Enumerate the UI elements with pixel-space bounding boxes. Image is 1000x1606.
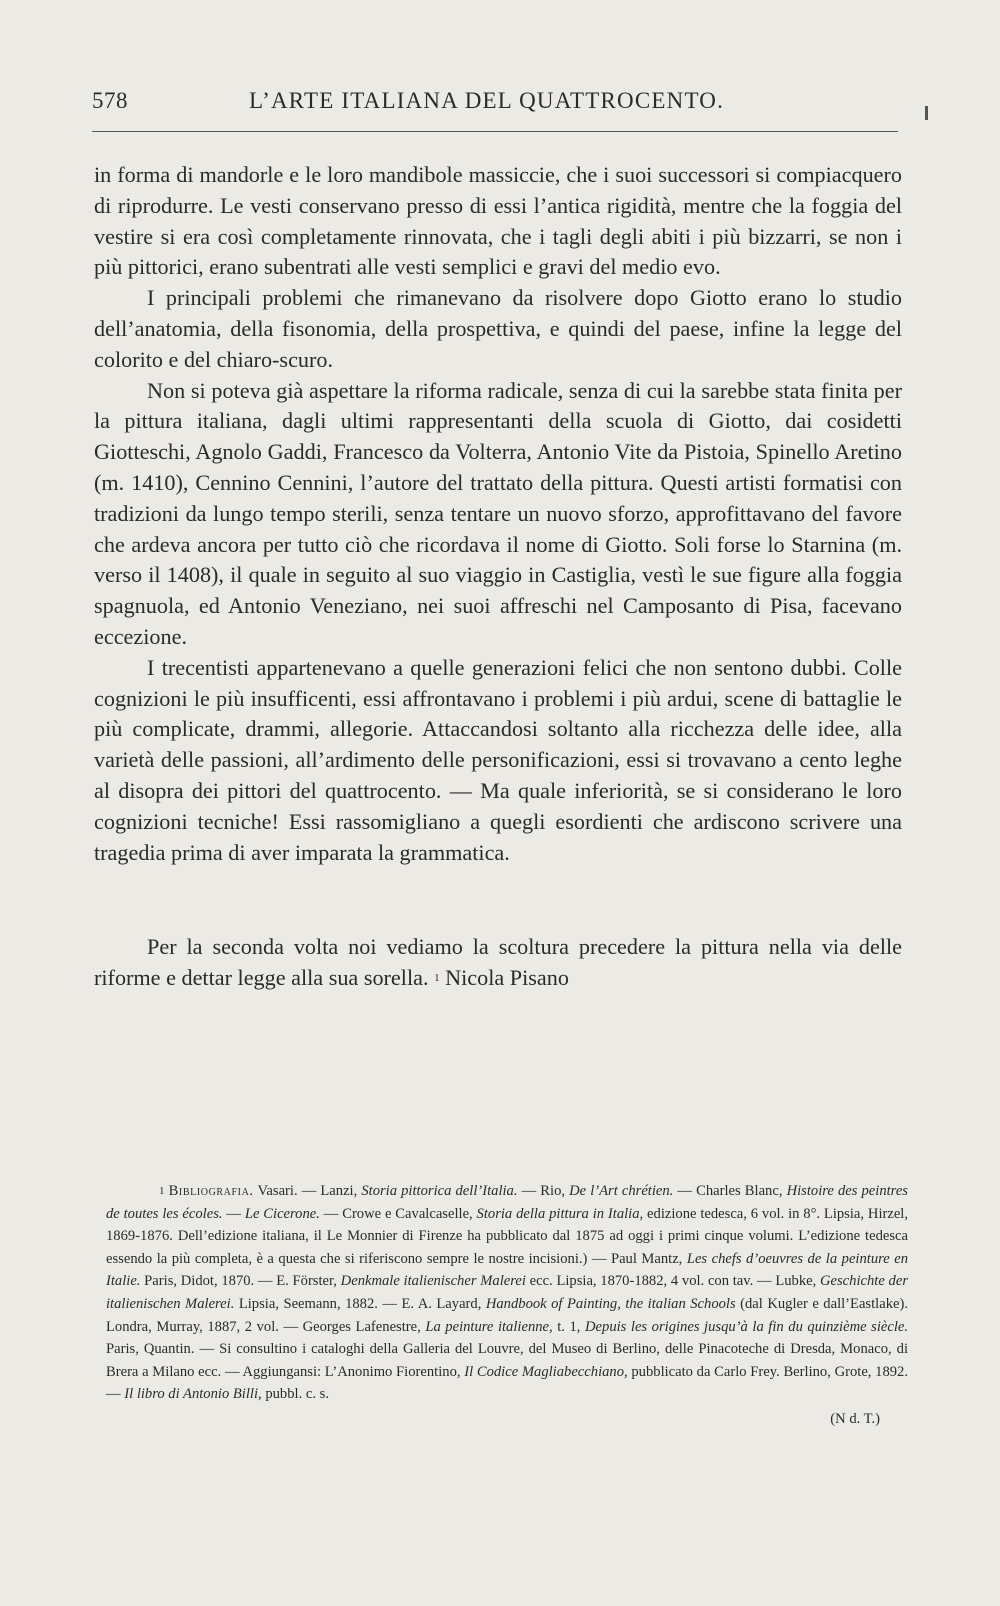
scan-artifact (925, 106, 928, 120)
fn-seg-17: Handbook of Painting, the italian Schools (485, 1295, 736, 1312)
fn-seg-13: Denkmale italienischer Malerei (340, 1273, 526, 1290)
fn-seg-16: Lipsia, Seemann, 1882. — E. A. Layard, (234, 1295, 486, 1312)
paragraph-3: Non si poteva già aspettare la riforma radicale, senza di cui la sarebbe stata finita per la pittura italiana, dagli ultimi rappresentanti della scuola di Giotto, dai cosidetti Giotteschi, Agnolo Gaddi, Francesco da Volterra, Antonio Vite da Pistoia, Spinello Aretino (m. 1410), Cennino Cennini, l’autore del trattato della pittura. Questi artisti formatisi con tradizioni da lungo tempo sterili, senza tentare un nuovo sforzo, approfittavano del favore che ardeva ancora per tutto ciò che ricordava il nome di Giotto. Soli forse lo Starnina (m. verso il 1408), il quale in seguito al suo viaggio in Castiglia, vestì le sue figure alla foggia spagnuola, ed Antonio Veneziano, nei suoi affreschi nel Camposanto di Pisa, facevano eccezione. (94, 377, 902, 649)
footnote-1 (106, 1180, 908, 1406)
fn-seg-23: Il Codice Magliabecchiano, (464, 1363, 628, 1380)
fn-seg-21: Depuis les origines jusqu’à la fin du quinzième siècle. (585, 1318, 909, 1335)
footnote-label: Bibliografia. (168, 1183, 254, 1199)
header-rule (92, 131, 898, 132)
paragraph-4: I trecentisti appartenevano a quelle generazioni felici che non sentono dubbi. Colle cognizioni le più insufficenti, essi affrontavano i problemi i più ardui, scene di battaglie le più complicate, drammi, allegorie. Attaccandosi soltanto alla ricchezza delle idee, alla varietà delle passioni, all’ardimento delle personificazioni, essi si trovavano a cento leghe al disopra dei pittori del quattrocento. — Ma quale inferiorità, se si considerano le loro cognizioni tecniche! Essi rassomigliano a quegli esordienti che ardiscono scrivere una tragedia prima di aver imparata la grammatica. (94, 654, 902, 865)
fn-seg-0: Vasari. — Lanzi, (253, 1183, 362, 1199)
paragraph-5-text: Per la seconda volta noi vediamo la scoltura precedere la pittura nella via delle riforme e dettar legge alla sua sorella. (94, 934, 902, 991)
fn-seg-9: Storia della pittura in Italia, (476, 1205, 644, 1222)
paragraph-1: in forma di mandorle e le loro mandibole massiccie, che i suoi successori si compiacquero di riprodurre. Le vesti conservano presso di essi l’antica rigidità, mentre che la foggia del vestire si era così completamente rinnovata, che i tagli degli abiti i più bizzarri, se non i più pittorici, erano subentrati alle vesti semplici e gravi del medio evo. (94, 162, 902, 280)
footnote-mark: 1 (159, 1185, 165, 1197)
fn-seg-19: La peinture italienne, (425, 1318, 553, 1335)
fn-seg-18: (dal Kugler e dall’Eastlake). Londra, Murray, 1887, 2 vol. — Georges Lafenestre, (106, 1295, 908, 1335)
fn-seg-4: — Charles Blanc, (673, 1183, 787, 1199)
fn-seg-7: Le Cicerone. (244, 1205, 320, 1222)
fn-seg-25: Il libro di Antonio Billi, (124, 1386, 262, 1403)
fn-seg-26: pubbl. c. s. (261, 1386, 329, 1403)
footnotes (106, 1180, 908, 1431)
fn-seg-14: ecc. Lipsia, 1870-1882, 4 vol. con tav. — Lubke, (525, 1273, 820, 1290)
fn-seg-22: Paris, Quantin. — Si consultino i cataloghi della Galleria del Louvre, del Museo di Berlino, delle Pinacoteche di Dresda, Monaco, di Brera a Milano ecc. — Aggiungansi: L’Anonimo Fiorentino, (106, 1341, 908, 1380)
fn-seg-15: Geschichte der italienischen Malerei. (106, 1273, 908, 1312)
fn-seg-5: Histoire des peintres de toutes les écoles. (106, 1183, 908, 1222)
fn-seg-3: De l’Art chrétien. (569, 1183, 674, 1199)
body-text (94, 160, 902, 994)
fn-seg-6: — (222, 1205, 245, 1222)
paragraph-5 (94, 932, 902, 994)
fn-seg-2: — Rio, (517, 1183, 570, 1199)
running-title: L’ARTE ITALIANA DEL QUATTROCENTO. (249, 88, 725, 113)
fn-seg-10: edizione tedesca, 6 vol. in 8°. Lipsia, Hirzel, 1869-1876. Dell’edizione italiana, il Le Monnier di Firenze ha pubblicato dal 1875 ad oggi i primi cinque volumi. L’edizione tedesca essendo la più completa, è a questa che si riferiscono sempre le nostre incisioni.) — Paul Mantz, (106, 1205, 909, 1267)
section-gap (94, 868, 902, 932)
fn-seg-24: pubblicato da Carlo Frey. Berlino, Grote, 1892. — (106, 1363, 908, 1403)
fn-seg-8: — Crowe e Cavalcaselle, (319, 1205, 477, 1222)
paragraph-5-tail: Nicola Pisano (439, 965, 569, 991)
page-header (92, 84, 900, 124)
paragraph-2: I principali problemi che rimanevano da risolvere dopo Giotto erano lo studio dell’anatomia, della fisonomia, della prospettiva, e quindi del paese, infine la legge del colorito e del chiaro-scuro. (94, 285, 902, 372)
fn-seg-12: Paris, Didot, 1870. — E. Förster, (140, 1273, 341, 1290)
translator-note: (N d. T.) (830, 1410, 880, 1427)
fn-seg-1: Storia pittorica dell’Italia. (361, 1183, 518, 1199)
footnote-reference: 1 (434, 972, 440, 985)
page-number: 578 (92, 88, 128, 113)
fn-seg-20: t. 1, (552, 1318, 585, 1335)
fn-seg-11: Les chefs d’oeuvres de la peinture en Italie. (106, 1250, 908, 1290)
